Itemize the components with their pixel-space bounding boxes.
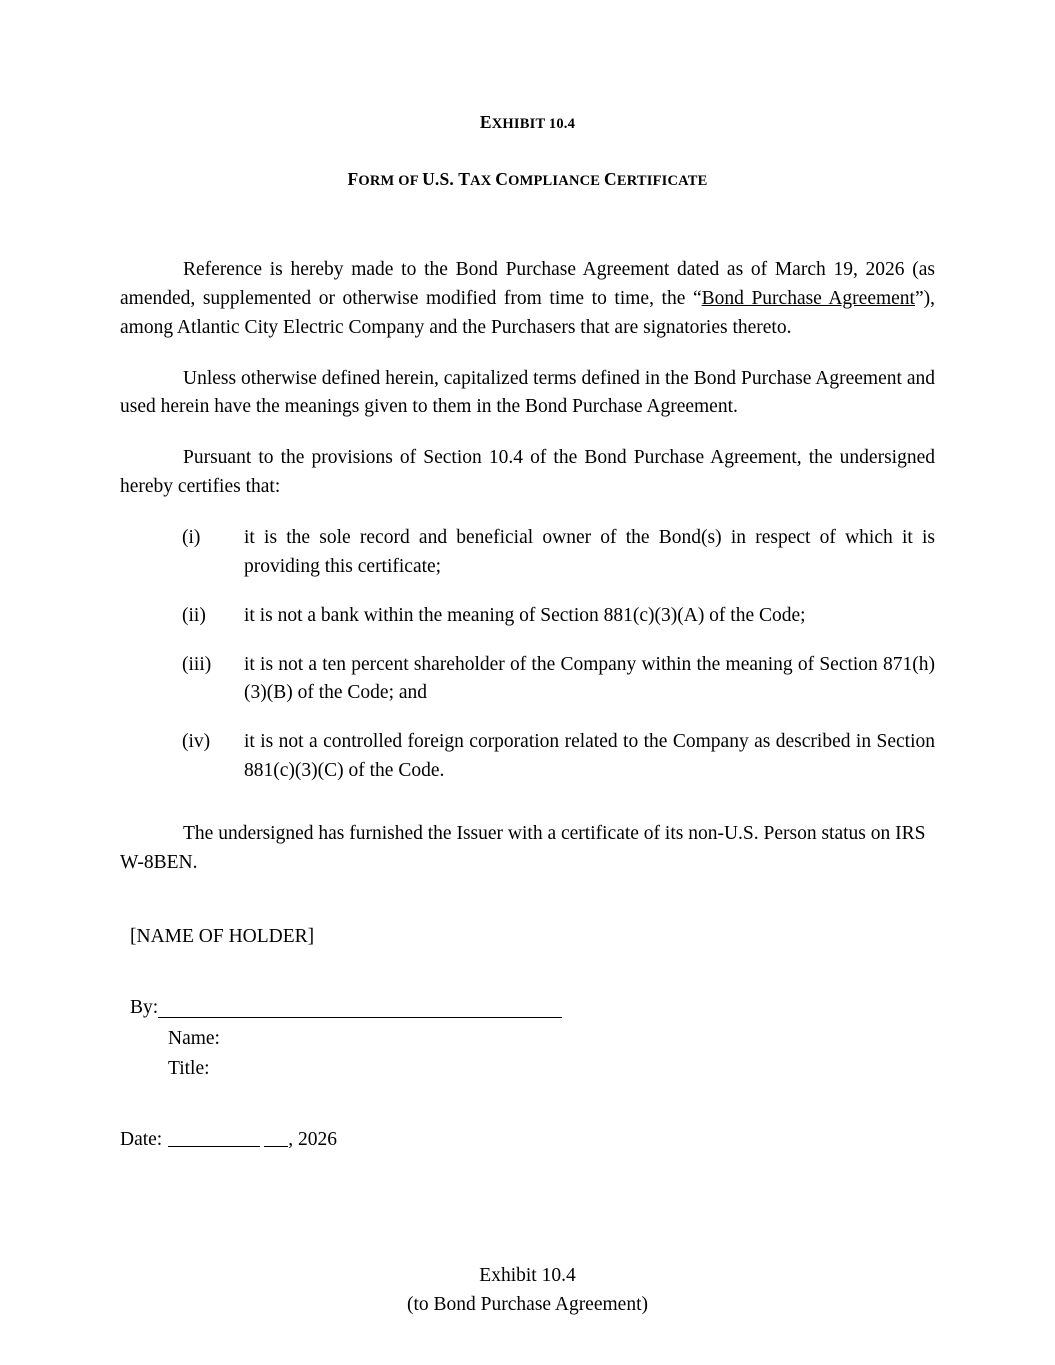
paragraph-reference-part2: ”), among Atlantic City Electric Company and the Purchasers that are signatories thereto. — [120, 287, 936, 338]
paragraph-definitions: Unless otherwise defined herein, capitalized terms defined in the Bond Purchase Agreement and used herein have the meanings given to them in the Bond Purchase Agreement. — [120, 367, 935, 418]
title-label: Title: — [168, 1057, 210, 1079]
clause-text: it is not a controlled foreign corporation related to the Company as described in Section 881(c)(3)(C) of the Code. — [244, 731, 935, 782]
signature-by-row — [130, 993, 935, 1022]
defined-term-bond-purchase-agreement: Bond Purchase Agreement — [701, 287, 915, 309]
paragraph-certification-intro: Pursuant to the provisions of Section 10.4 of the Bond Purchase Agreement, the undersigned hereby certifies that: — [120, 447, 935, 498]
page-title — [120, 112, 935, 133]
spacer — [120, 806, 935, 820]
footer-line-1: Exhibit 10.4 — [479, 1265, 576, 1287]
spacer — [120, 502, 935, 524]
list-item — [120, 602, 935, 631]
date-blank-line-short — [264, 1145, 288, 1147]
page-title-prefix: E — [479, 112, 492, 132]
date-label: Date: — [120, 1128, 163, 1150]
page-title-smallcaps: XHIBIT 10.4 — [491, 116, 576, 132]
by-label: By: — [130, 997, 159, 1018]
page-subtitle — [120, 169, 935, 190]
paragraph-w8ben: The undersigned has furnished the Issuer with a certificate of its non-U.S. Person status on IRS W-8BEN. — [120, 823, 926, 873]
spacer — [120, 878, 935, 922]
clause-text: it is not a ten percent shareholder of the Company within the meaning of Section 871(h)(3)(B) of the Code; and — [244, 653, 935, 704]
clause-number: (iii) — [182, 653, 212, 675]
signature-line — [158, 1016, 562, 1018]
signature-block — [120, 878, 935, 1154]
subtitle-ax: AX — [470, 173, 496, 189]
clause-number: (i) — [182, 527, 201, 549]
subtitle-us-t: U.S. T — [422, 169, 471, 189]
spacer — [120, 234, 935, 256]
list-item — [120, 524, 935, 582]
holder-name-placeholder: [NAME OF HOLDER] — [130, 925, 315, 947]
list-item — [120, 651, 935, 709]
spacer — [120, 190, 935, 234]
subtitle-form-of: ORM OF — [358, 173, 423, 189]
subtitle-c2: C — [604, 169, 617, 189]
paragraph-reference — [120, 256, 935, 343]
clause-number: (ii) — [182, 604, 206, 626]
clause-text: it is the sole record and beneficial owner of the Bond(s) in respect of which it is providing this certificate; — [244, 527, 935, 577]
date-year: , 2026 — [288, 1128, 337, 1150]
paragraph-reference-part1: Reference is hereby made to the Bond Purchase Agreement dated as of March 19, 2026 (as amended, supplemented or otherwise modified from time to time, the “ — [120, 259, 935, 309]
footer-line-2: (to Bond Purchase Agreement) — [407, 1293, 648, 1315]
subtitle-ertificate: ERTIFICATE — [616, 173, 708, 189]
date-blank-line — [168, 1145, 260, 1147]
name-label: Name: — [168, 1028, 220, 1050]
subtitle-c1: C — [495, 169, 509, 189]
clause-list — [120, 524, 935, 786]
page-footer — [0, 1262, 1055, 1319]
date-row — [120, 1125, 935, 1154]
list-item — [120, 728, 935, 786]
clause-text: it is not a bank within the meaning of Section 881(c)(3)(A) of the Code; — [244, 604, 806, 626]
subtitle-f: F — [347, 169, 359, 189]
clause-number: (iv) — [182, 731, 211, 753]
spacer — [120, 422, 935, 444]
spacer — [120, 343, 935, 365]
subtitle-ompliance: OMPLIANCE — [508, 173, 604, 189]
